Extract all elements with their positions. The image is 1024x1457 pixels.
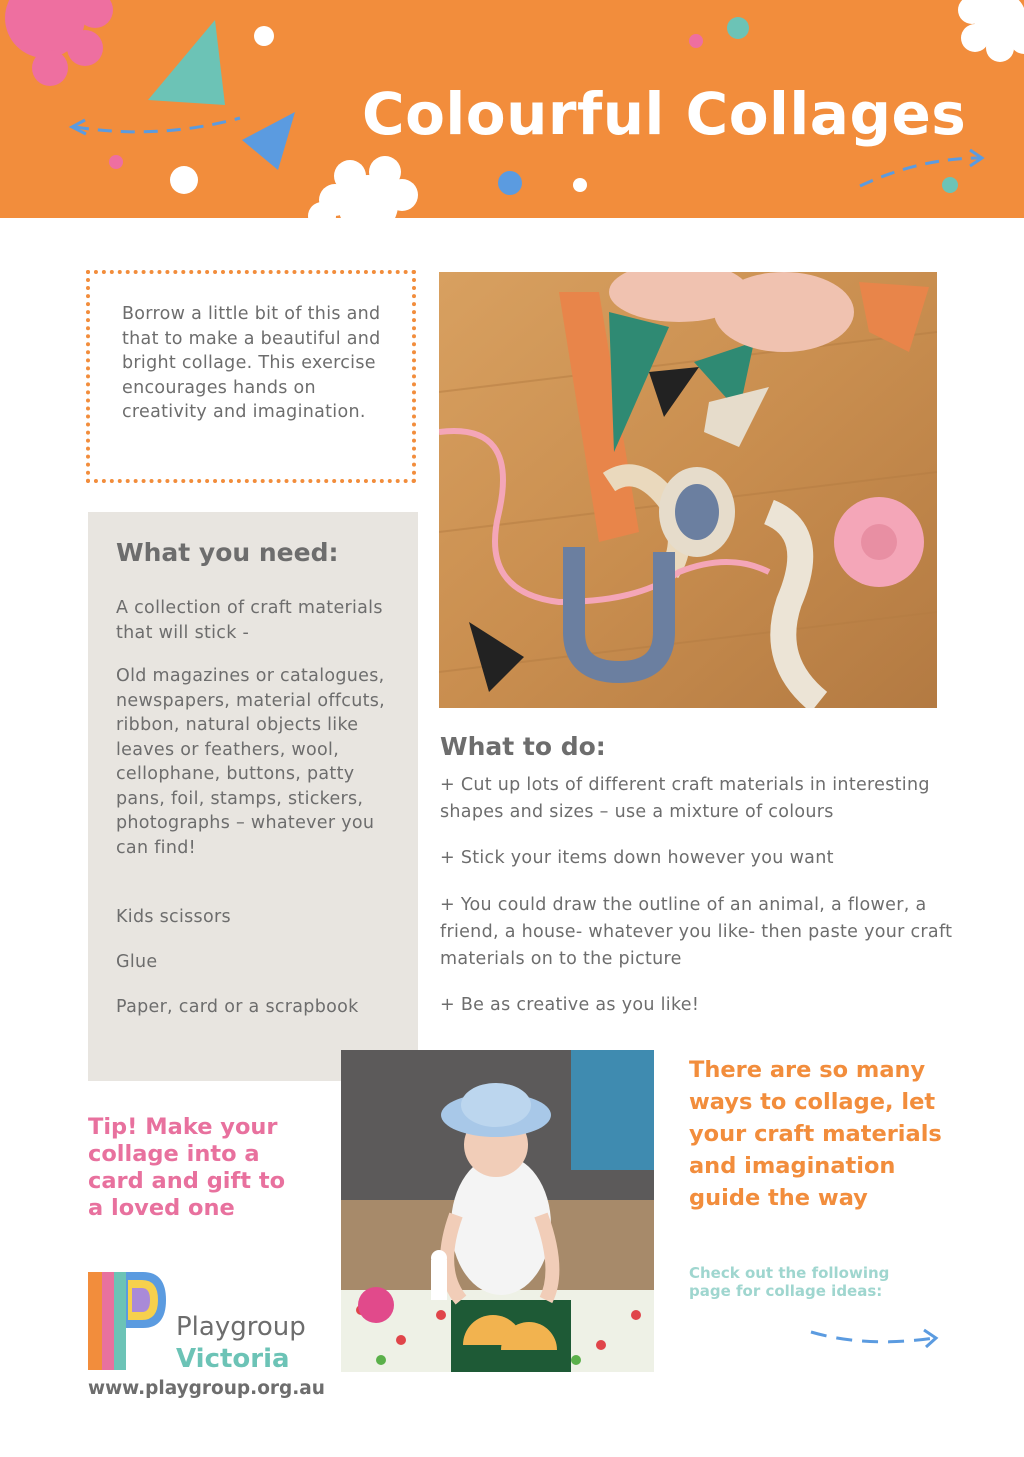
todo-item: + You could draw the outline of an animal, a flower, a friend, a house- whatever you like- then paste your craft materials on to the picture [440,895,953,969]
white-flower-icon [958,0,1024,62]
playgroup-logo-icon [88,1272,168,1372]
what-you-need-panel [88,512,418,1081]
need-item: A collection of craft materials that will stick - [116,598,383,643]
page-title: Colourful Collages [362,80,967,148]
todo-item: + Cut up lots of different craft materials in interesting shapes and sizes – use a mixture of colours [440,775,930,822]
intro-box [86,270,416,483]
todo-item: + Be as creative as you like! [440,995,700,1015]
need-item: Kids scissors [116,907,231,927]
teal-triangle-icon [148,20,225,105]
what-to-do-heading: What to do: [440,732,606,761]
logo-text-victoria: Victoria [176,1344,290,1374]
dashed-arrow-icon [860,158,980,186]
what-you-need-heading: What you need: [116,538,339,567]
need-item: Paper, card or a scrapbook [116,997,359,1017]
checkout-link-text: Check out the following page for collage ideas: [689,1264,890,1300]
child-photo [341,1050,654,1372]
tip-text: Tip! Make your collage into a card and gift to a loved one [88,1114,286,1221]
logo-text-playgroup: Playgroup [176,1312,306,1342]
dashed-arrow-icon [806,1322,946,1350]
blue-triangle-icon [242,112,295,170]
collage-photo [439,272,937,708]
header-banner [0,0,1024,218]
collage-ways-text: There are so many ways to collage, let your craft materials and imagination guide the way [689,1057,942,1211]
intro-text: Borrow a little bit of this and that to make a beautiful and bright collage. This exercise encourages hands on creativity and imagination. [122,304,381,422]
website-url[interactable]: www.playgroup.org.au [88,1378,325,1399]
pink-flower-icon [5,0,113,86]
need-item: Glue [116,952,158,972]
todo-item: + Stick your items down however you want [440,848,834,868]
dashed-arrow-icon [75,118,240,132]
need-item: Old magazines or catalogues, newspapers, material offcuts, ribbon, natural objects like leaves or feathers, wool, cellophane, buttons, patty pans, foil, stamps, stickers, photographs – whatever you can find! [116,666,386,858]
white-flower-icon [308,156,418,218]
